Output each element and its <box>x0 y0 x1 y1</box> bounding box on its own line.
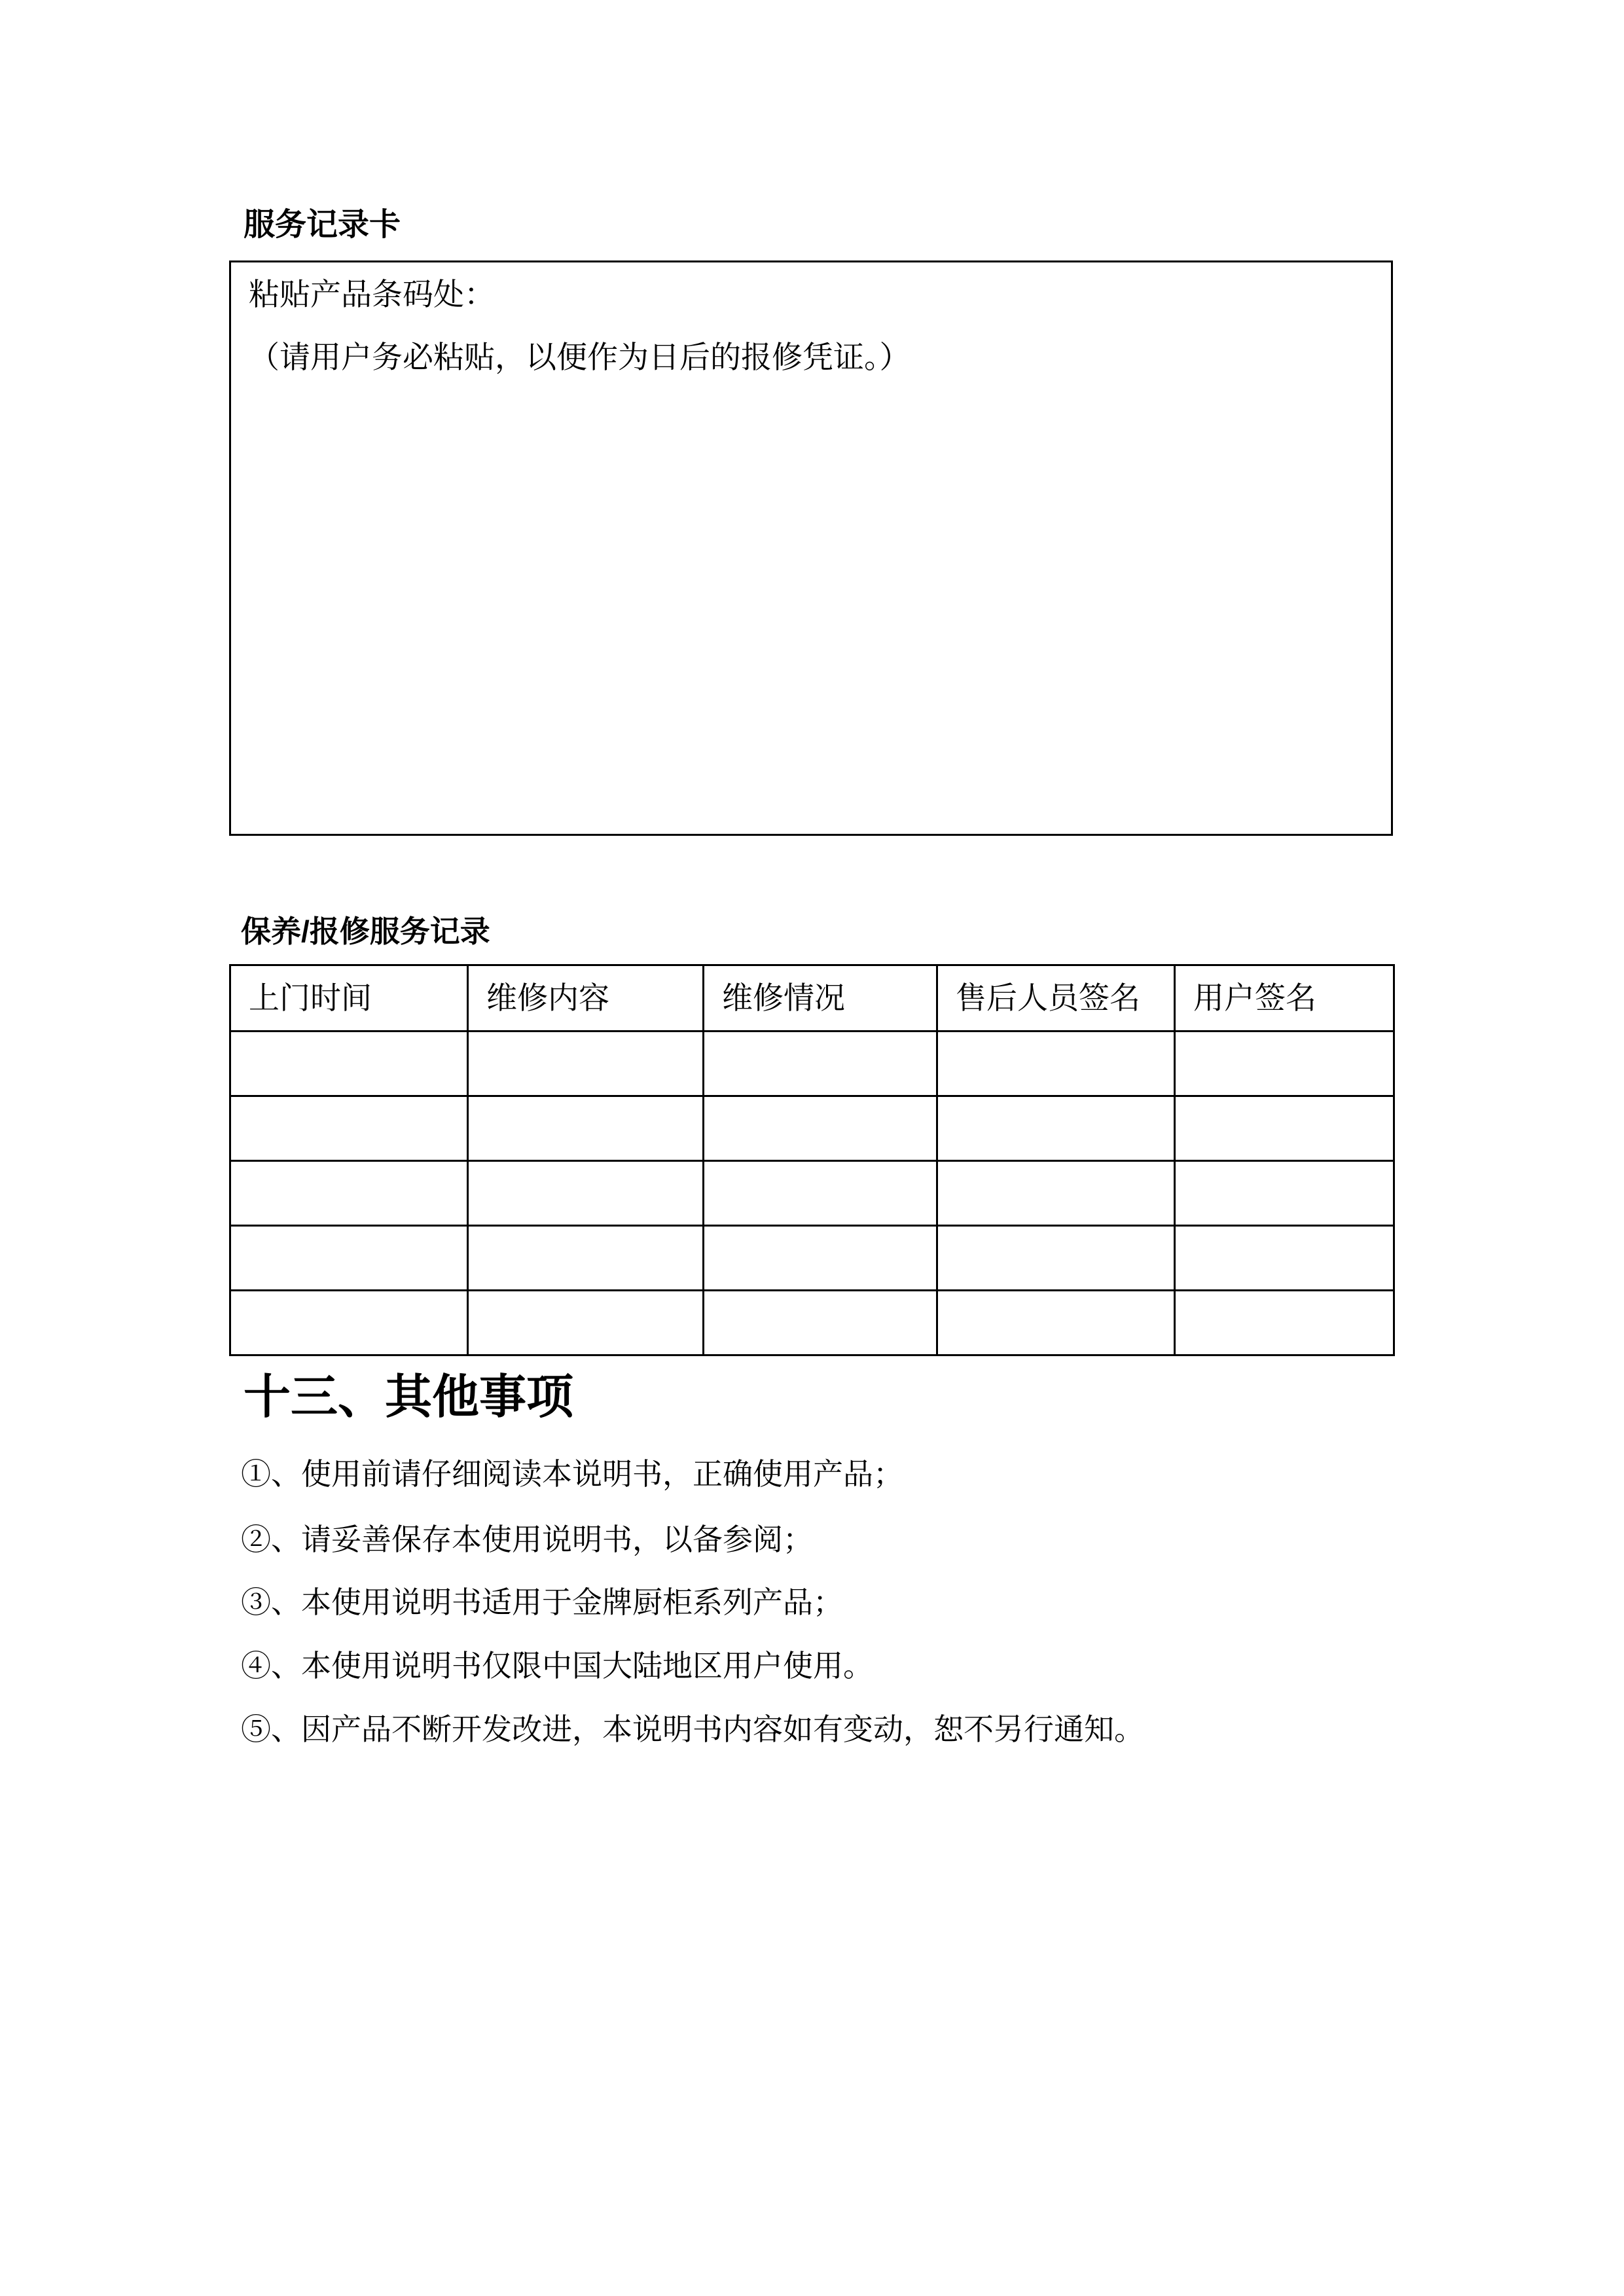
table-cell <box>1175 1226 1394 1291</box>
page-title: 服务记录卡 <box>244 207 401 242</box>
barcode-box-label: 粘贴产品条码处： <box>249 277 495 312</box>
list-item-3: ③、本使用说明书适用于金牌厨柜系列产品； <box>241 1585 843 1619</box>
table-cell <box>230 1031 468 1096</box>
table-cell <box>937 1291 1175 1355</box>
table-header-cell-staff-signature: 售后人员签名 <box>937 965 1175 1031</box>
table-cell <box>230 1161 468 1226</box>
table-cell <box>704 1161 937 1226</box>
table-row <box>230 1161 1394 1226</box>
maintenance-record-title: 保养/报修服务记录 <box>241 914 490 948</box>
table-header-cell-visit-time: 上门时间 <box>230 965 468 1031</box>
table-cell <box>704 1291 937 1355</box>
list-item-1: ①、使用前请仔细阅读本说明书，正确使用产品； <box>241 1457 903 1491</box>
table-row <box>230 1031 1394 1096</box>
table-header-cell-user-signature: 用户签名 <box>1175 965 1394 1031</box>
table-cell <box>230 1096 468 1161</box>
barcode-box-note: （请用户务必粘贴，以便作为日后的报修凭证。） <box>249 340 911 374</box>
table-row <box>230 1226 1394 1291</box>
table-cell <box>468 1031 704 1096</box>
table-header-row <box>230 965 1394 1031</box>
table-cell <box>937 1226 1175 1291</box>
table-header-cell-repair-content: 维修内容 <box>468 965 704 1031</box>
list-item-2: ②、请妥善保存本使用说明书，以备参阅； <box>241 1522 813 1556</box>
table-cell <box>704 1031 937 1096</box>
table-cell <box>1175 1161 1394 1226</box>
table-header-cell-repair-status: 维修情况 <box>704 965 937 1031</box>
table-cell <box>937 1031 1175 1096</box>
table-cell <box>1175 1096 1394 1161</box>
list-item-5: ⑤、因产品不断开发改进，本说明书内容如有变动，恕不另行通知。 <box>241 1712 1144 1746</box>
other-items-title: 十三、其他事项 <box>244 1371 574 1424</box>
table-cell <box>230 1291 468 1355</box>
table-cell <box>704 1226 937 1291</box>
table-cell <box>230 1226 468 1291</box>
table-cell <box>468 1226 704 1291</box>
table-row <box>230 1291 1394 1355</box>
list-item-4: ④、本使用说明书仅限中国大陆地区用户使用。 <box>241 1649 873 1683</box>
table-row <box>230 1096 1394 1161</box>
table-cell <box>1175 1291 1394 1355</box>
barcode-box <box>229 260 1393 836</box>
table-cell <box>1175 1031 1394 1096</box>
table-cell <box>468 1096 704 1161</box>
table-cell <box>937 1096 1175 1161</box>
table-cell <box>704 1096 937 1161</box>
maintenance-record-table <box>229 964 1395 1356</box>
table-cell <box>937 1161 1175 1226</box>
table-cell <box>468 1291 704 1355</box>
table-cell <box>468 1161 704 1226</box>
